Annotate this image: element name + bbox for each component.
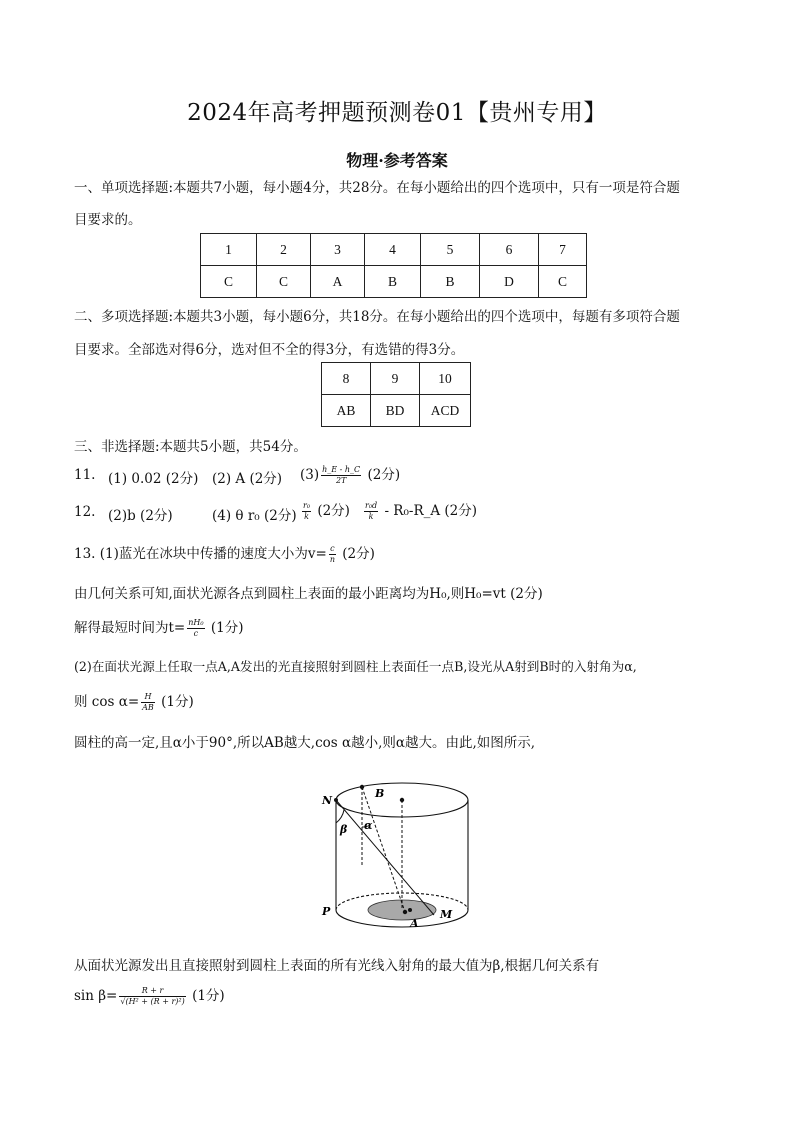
answer-cell: BD bbox=[371, 395, 420, 427]
question-number-cell: 9 bbox=[371, 363, 420, 395]
q13-fraction-sin: $\frac{R + r}{\text{√(H² + (R + r)²)}}$ bbox=[120, 986, 185, 1006]
q11-fraction: $\frac{h\_E - h\_C}{2T}$ bbox=[322, 465, 361, 485]
q11-part3: (3) $\frac{h\_E - h\_C}{2T}$ (2分) bbox=[300, 465, 401, 485]
answer-cell: C bbox=[257, 266, 311, 298]
label-m: M bbox=[440, 908, 453, 921]
question-number-cell: 5 bbox=[421, 234, 480, 266]
cylinder-diagram bbox=[310, 755, 480, 930]
question-number-cell: 6 bbox=[480, 234, 539, 266]
multiple-choice-answer-table bbox=[321, 362, 471, 427]
question-number-cell: 2 bbox=[257, 234, 311, 266]
section2-instruction-line2: 目要求。全部选对得6分，选对但不全的得3分，有选错的得3分。 bbox=[74, 342, 465, 358]
single-choice-answer-table bbox=[200, 233, 587, 298]
q12-part4: $\frac{\text{r₀d}}{k}$ - R₀-R_A (2分) bbox=[365, 501, 478, 521]
question-number-cell: 7 bbox=[539, 234, 587, 266]
q11-part1: (1) 0.02 (2分) bbox=[108, 471, 199, 487]
point-n-dot bbox=[334, 798, 338, 802]
q13-line4: (2)在面状光源上任取一点A,A发出的光直接照射到圆柱上表面任一点B,设光从A射到B时的入射角为α, bbox=[74, 659, 637, 674]
point-b-dot bbox=[360, 785, 364, 789]
q12-part3: $\frac{\text{r₀}}{k}$ (2分) bbox=[303, 501, 350, 521]
label-beta: β bbox=[340, 823, 348, 836]
q13-fraction-time: $\frac{\text{nH₀}}{c}$ bbox=[188, 618, 204, 638]
page-title: 2024年高考押题预测卷01【贵州专用】 bbox=[187, 100, 607, 126]
answer-cell: D bbox=[480, 266, 539, 298]
answer-cell: C bbox=[201, 266, 257, 298]
q12-fraction-2: $\frac{\text{r₀d}}{k}$ bbox=[365, 501, 378, 521]
q13-line2: 由几何关系可知,面状光源各点到圆柱上表面的最小距离均为H₀,则H₀=vt (2分) bbox=[74, 586, 543, 602]
table-row bbox=[201, 234, 587, 266]
question-number-cell: 1 bbox=[201, 234, 257, 266]
label-n: N bbox=[322, 794, 333, 807]
page-subtitle: 物理·参考答案 bbox=[346, 151, 448, 170]
section2-instruction-line1: 二、多项选择题:本题共3小题，每小题6分，共18分。在每小题给出的四个选项中，每题有多项符合题 bbox=[74, 309, 680, 325]
q11-number: 11. bbox=[74, 467, 96, 483]
q12-part2: (4) θ r₀ (2分) bbox=[212, 508, 297, 524]
answer-cell: A bbox=[311, 266, 365, 298]
label-p: P bbox=[322, 905, 331, 918]
answer-cell: C bbox=[539, 266, 587, 298]
q13-fraction-c-over-n: $\frac{c}{n}$ bbox=[329, 544, 335, 564]
point-center-top-dot bbox=[400, 798, 404, 802]
q12-number: 12. bbox=[74, 504, 96, 520]
beta-arc bbox=[336, 810, 344, 823]
table-row bbox=[201, 266, 587, 298]
q13-line5: 则 cos α= $\frac{H}{AB}$ (1分) bbox=[74, 692, 194, 712]
q13-line6: 圆柱的高一定,且α小于90°,所以AB越大,cos α越小,则α越大。由此,如图所示, bbox=[74, 735, 536, 751]
table-row bbox=[322, 395, 471, 427]
table-row bbox=[322, 363, 471, 395]
section1-instruction-line1: 一、单项选择题:本题共7小题，每小题4分，共28分。在每小题给出的四个选项中，只有一项是符合题 bbox=[74, 180, 680, 196]
answer-cell: ACD bbox=[420, 395, 471, 427]
section1-instruction-line2: 目要求的。 bbox=[74, 212, 142, 228]
section3-heading: 三、非选择题:本题共5小题，共54分。 bbox=[74, 439, 307, 455]
question-number-cell: 8 bbox=[322, 363, 371, 395]
label-alpha: α bbox=[364, 819, 373, 832]
q13-line7: 从面状光源发出且直接照射到圆柱上表面的所有光线入射角的最大值为β,根据几何关系有 bbox=[74, 958, 600, 974]
label-a: A bbox=[410, 917, 419, 930]
answer-cell: B bbox=[421, 266, 480, 298]
q13-line3: 解得最短时间为t= $\frac{\text{nH₀}}{c}$ (1分) bbox=[74, 618, 244, 638]
q11-part2: (2) A (2分) bbox=[212, 471, 283, 487]
answer-cell: B bbox=[365, 266, 421, 298]
q13-line8: sin β= $\frac{R + r}{\text{√(H² + (R + r)²)}}$ (1分) bbox=[74, 986, 225, 1006]
answer-cell: AB bbox=[322, 395, 371, 427]
q13-fraction-cos: $\frac{H}{AB}$ bbox=[142, 692, 154, 712]
point-center-bottom-dot bbox=[408, 908, 412, 912]
q12-part1: (2)b (2分) bbox=[108, 508, 173, 524]
q12-fraction-1: $\frac{\text{r₀}}{k}$ bbox=[303, 501, 311, 521]
label-b: B bbox=[375, 787, 385, 800]
q13-line1: 13. (1)蓝光在冰块中传播的速度大小为v= $\frac{c}{n}$ (2分) bbox=[74, 544, 375, 564]
question-number-cell: 4 bbox=[365, 234, 421, 266]
ray-n-to-m bbox=[336, 800, 434, 915]
question-number-cell: 10 bbox=[420, 363, 471, 395]
point-a-dot bbox=[403, 910, 407, 914]
question-number-cell: 3 bbox=[311, 234, 365, 266]
